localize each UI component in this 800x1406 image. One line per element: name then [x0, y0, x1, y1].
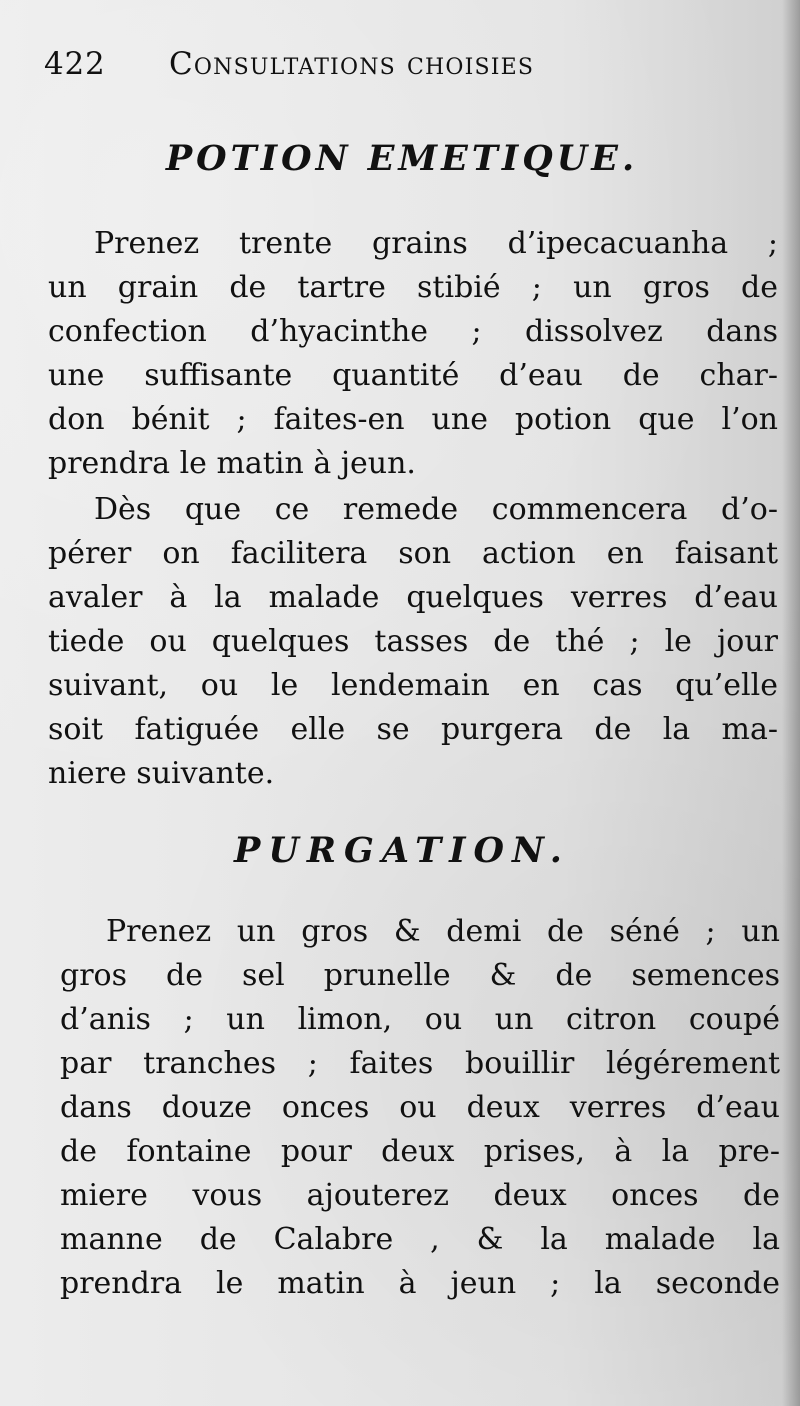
text-line: avaler à la malade quelques verres d’eau	[48, 580, 778, 615]
text-line: un grain de tartre stibié ; un gros de	[48, 270, 778, 305]
text-line: don bénit ; faites-en une potion que l’on	[48, 402, 778, 437]
text-line: Prenez un gros & demi de séné ; un	[106, 914, 780, 949]
text-line: manne de Calabre , & la malade la	[60, 1222, 780, 1257]
section-title-potion-emetique: POTION EMETIQUE.	[165, 138, 639, 179]
text-line: niere suivante.	[48, 756, 275, 791]
section-title-purgation: PURGATION.	[234, 830, 570, 871]
text-line: de fontaine pour deux prises, à la pre-	[60, 1134, 780, 1169]
text-line: soit fatiguée elle se purgera de la ma-	[48, 712, 778, 747]
page-edge-shadow	[782, 0, 800, 1406]
text-line: Dès que ce remede commencera d’o-	[94, 492, 778, 527]
text-line: Prenez trente grains d’ipecacuanha ;	[94, 226, 778, 261]
text-line: pérer on facilitera son action en faisant	[48, 536, 778, 571]
text-line: prendra le matin à jeun ; la seconde	[60, 1266, 780, 1301]
paragraph-potion-instructions	[48, 488, 778, 796]
paragraph-purgation	[60, 910, 780, 1306]
text-line: par tranches ; faites bouillir légérement	[60, 1046, 780, 1081]
text-line: gros de sel prunelle & de semences	[60, 958, 780, 993]
text-line: dans douze onces ou deux verres d’eau	[60, 1090, 780, 1125]
text-line: miere vous ajouterez deux onces de	[60, 1178, 780, 1213]
text-line: tiede ou quelques tasses de thé ; le jour	[48, 624, 778, 659]
text-line: suivant, ou le lendemain en cas qu’elle	[48, 668, 778, 703]
text-line: une suffisante quantité d’eau de char-	[48, 358, 778, 393]
text-line: prendra le matin à jeun.	[48, 446, 416, 481]
running-head: Consultations choisies	[169, 46, 535, 82]
page-header	[44, 46, 760, 88]
page-number: 422	[44, 46, 106, 82]
text-line: confection d’hyacinthe ; dissolvez dans	[48, 314, 778, 349]
text-line: d’anis ; un limon, ou un citron coupé	[60, 1002, 780, 1037]
paragraph-potion-ingredients	[48, 222, 778, 486]
